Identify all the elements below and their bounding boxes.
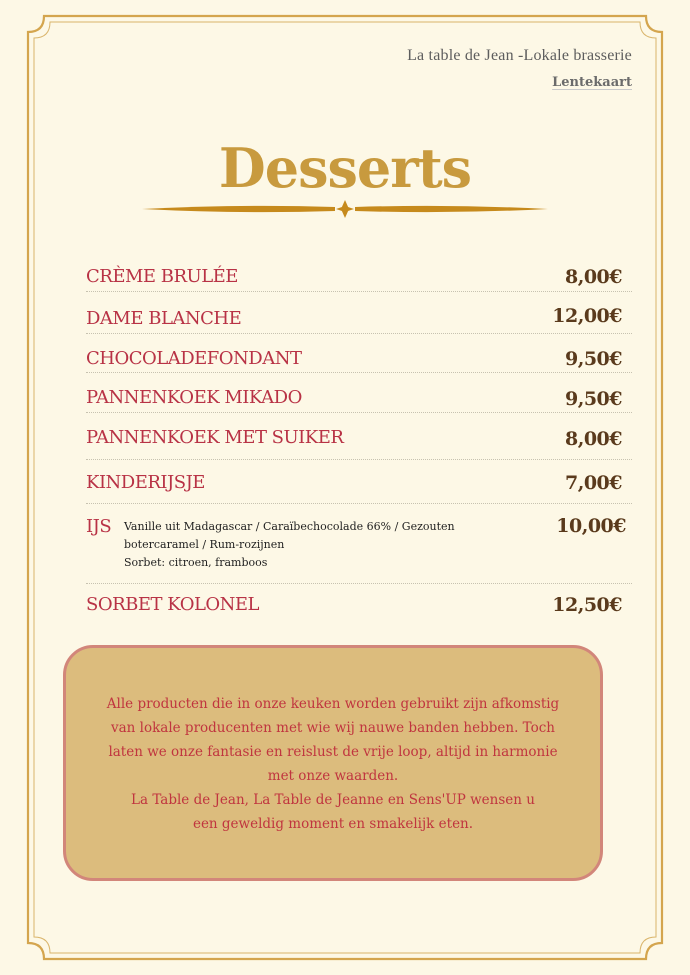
info-line: laten we onze fantasie en reislust de vrije loop, altijd in harmonie (108, 744, 558, 760)
item-price: 10,00€ (556, 515, 626, 537)
restaurant-name: La table de Jean -Lokale brasserie (407, 47, 632, 64)
info-line: La Table de Jean, La Table de Jeanne en Sens'UP wensen u (131, 792, 535, 808)
menu-item (86, 504, 632, 584)
item-price: 8,00€ (565, 428, 622, 450)
info-line: van lokale producenten met wie wij nauwe banden hebben. Toch (111, 720, 555, 736)
menu-season: Lentekaart (552, 75, 632, 90)
item-price: 9,50€ (565, 348, 622, 370)
description-line: botercaramel / Rum-rozijnen (124, 538, 285, 551)
dessert-menu (86, 262, 632, 618)
menu-item (86, 588, 632, 618)
item-name: DAME BLANCHE (86, 308, 242, 329)
item-name: CRÈME BRULÉE (86, 266, 238, 287)
item-name: CHOCOLADEFONDANT (86, 348, 302, 369)
description-line: Sorbet: citroen, framboos (124, 556, 268, 569)
item-name: PANNENKOEK MIKADO (86, 387, 302, 408)
page-title: Desserts (218, 136, 472, 200)
item-price: 12,50€ (552, 594, 622, 616)
menu-item (86, 340, 632, 373)
item-name: PANNENKOEK MET SUIKER (86, 427, 344, 448)
info-line: Alle producten die in onze keuken worden gebruikt zijn afkomstig (106, 696, 560, 712)
menu-item (86, 262, 632, 292)
menu-item (86, 300, 632, 334)
header (407, 47, 632, 90)
menu-item (86, 421, 632, 460)
menu-item (86, 379, 632, 413)
item-name: SORBET KOLONEL (86, 594, 260, 615)
title-divider-ornament (140, 198, 550, 220)
item-price: 9,50€ (565, 388, 622, 410)
info-line: met onze waarden. (267, 768, 399, 784)
item-price: 7,00€ (565, 472, 622, 494)
item-name: IJS (86, 516, 112, 537)
item-description (124, 518, 504, 572)
info-line: een geweldig moment en smakelijk eten. (192, 816, 474, 832)
item-price: 8,00€ (565, 266, 622, 288)
menu-item (86, 464, 632, 504)
item-name: KINDERIJSJE (86, 472, 205, 493)
info-box (63, 645, 603, 881)
description-line: Vanille uit Madagascar / Caraïbechocolade 66% / Gezouten (124, 520, 455, 533)
item-price: 12,00€ (552, 305, 622, 327)
info-text (86, 692, 580, 836)
